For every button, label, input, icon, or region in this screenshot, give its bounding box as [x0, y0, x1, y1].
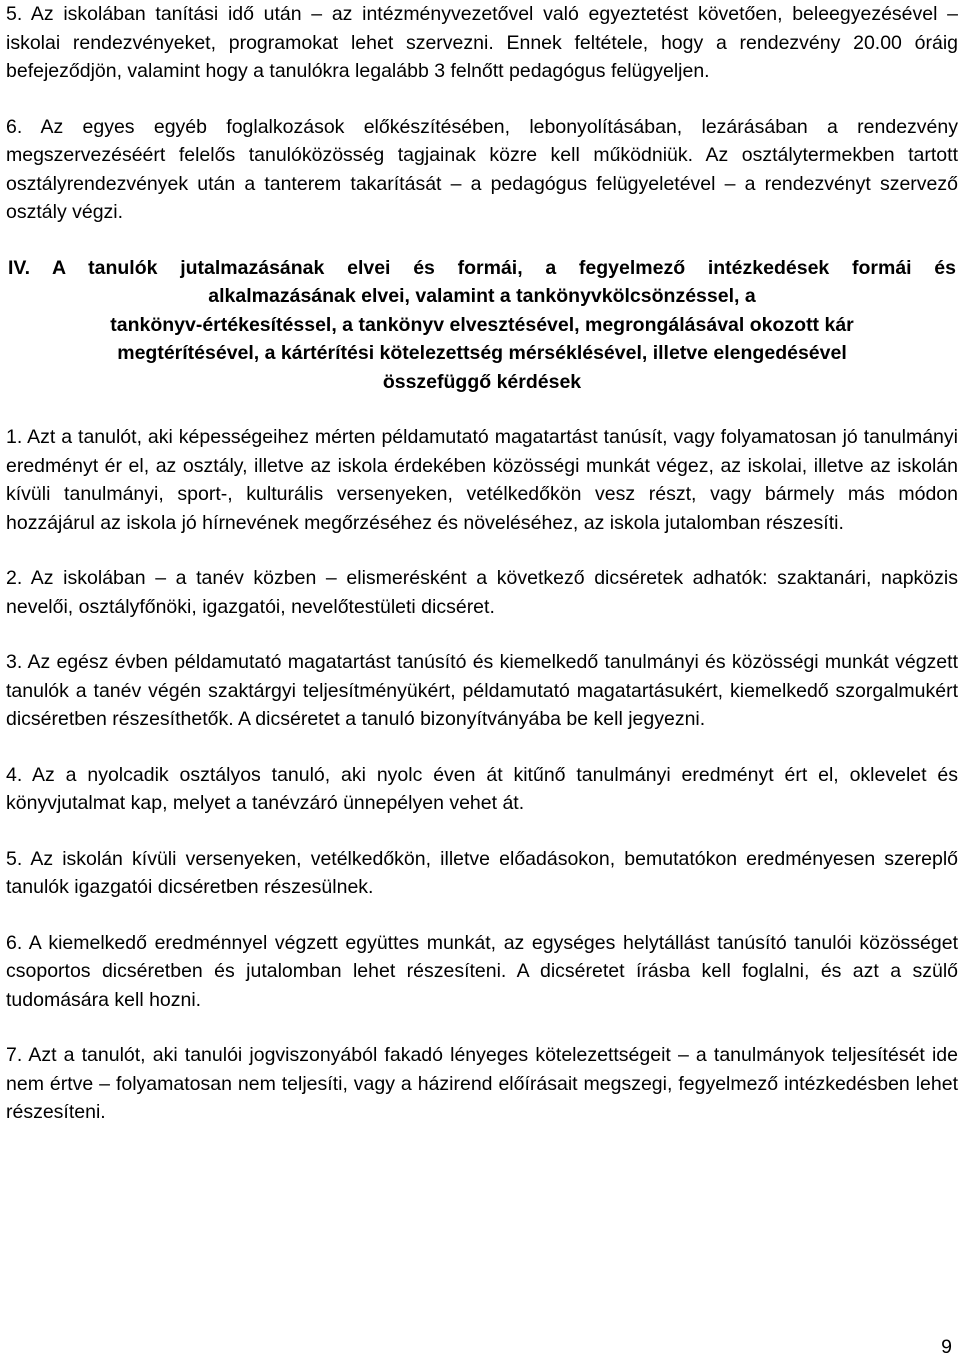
section-paragraph-5: 5. Az iskolán kívüli versenyeken, vetélkedőkön, illetve előadásokon, bemutatókon eredményesen szereplő tanulók igazgatói dicséretben részesülnek.: [6, 847, 958, 898]
section-heading-line-1: IV. A tanulók jutalmazásának elvei és formái, a fegyelmező intézkedések formái és: [8, 256, 956, 279]
section-paragraph-7: 7. Azt a tanulót, aki tanulói jogviszonyából fakadó lényeges kötelezettségeit – a tanulmányok teljesítését ide nem értve – folyamatosan nem teljesíti, vagy a házirend előírásait megszegi, fegyelmező intézkedésben lehet részesíteni.: [6, 1044, 958, 1123]
page-number: 9: [941, 1336, 952, 1358]
section-heading-iv: [6, 254, 958, 397]
section-heading-line-5: összefüggő kérdések: [382, 370, 582, 393]
paragraph-5: 5. Az iskolában tanítási idő után – az intézményvezetővel való egyeztetést követően, beleegyezésével – iskolai rendezvényeket, programokat lehet szervezni. Ennek feltétele, hogy a rendezvény 20.00 óráig befejeződjön, valamint hogy a tanulókra legalább 3 felnőtt pedagógus felügyeljen.: [6, 3, 958, 82]
section-paragraph-6: 6. A kiemelkedő eredménnyel végzett együttes munkát, az egységes helytállást tanúsító tanulói közösséget csoportos dicséretben és jutalomban lehet részesíteni. A dicséretet írásba kell foglalni, és azt a szülő tudomására kell hozni.: [6, 931, 958, 1011]
section-paragraph-2: 2. Az iskolában – a tanév közben – elismerésként a következő dicséretek adhatók: szaktanári, napközis nevelői, osztályfőnöki, igazgatói, nevelőtestületi dicséret.: [6, 567, 958, 618]
section-heading-line-4: megtérítésével, a kártérítési kötelezettség mérséklésével, illetve elengedésével: [117, 342, 847, 364]
section-paragraph-3: 3. Az egész évben példamutató magatartást tanúsító és kiemelkedő tanulmányi és közösségi munkát végzett tanulók a tanév végén szaktárgyi teljesítményükért, példamutató magatartásukért, kiemelkedő szorgalmukért dicséretben részesíthetők. A dicséretet a tanuló bizonyítványába be kell jegyezni.: [6, 651, 958, 730]
section-heading-line-3: tankönyv-értékesítéssel, a tankönyv elvesztésével, megrongálásával okozott kár: [110, 313, 854, 336]
section-paragraph-4: 4. Az a nyolcadik osztályos tanuló, aki nyolc éven át kitűnő tanulmányi eredményt ért el, oklevelet és könyvjutalmat kap, melyet a tanévzáró ünnepélyen vehet át.: [6, 763, 958, 814]
document-page: [6, 0, 958, 1127]
section-paragraph-1: 1. Azt a tanulót, aki képességeihez mérten példamutató magatartást tanúsít, vagy folyamatosan jó tanulmányi eredményt ér el, az osztály, illetve az iskola érdekében közösségi munkát végez, az iskolai, illetve az iskolán kívüli tanulmányi, sport-, kulturális versenyeken, vetélkedőkön vesz részt, vagy bármely más módon hozzájárul az iskola jó hírnevének megőrzéséhez és növeléséhez, az iskola jutalomban részesíti.: [6, 426, 958, 534]
section-heading-line-2: alkalmazásának elvei, valamint a tankönyvkölcsönzéssel, a: [208, 285, 756, 307]
paragraph-6: 6. Az egyes egyéb foglalkozások előkészítésében, lebonyolításában, lezárásában a rendezvény megszervezéséért felelős tanulóközösség tagjainak közre kell működniük. Az osztálytermekben tartott osztályrendezvények után a tanterem takarítását – a pedagógus felügyeletével – a rendezvényt szervező osztály végzi.: [6, 115, 958, 223]
